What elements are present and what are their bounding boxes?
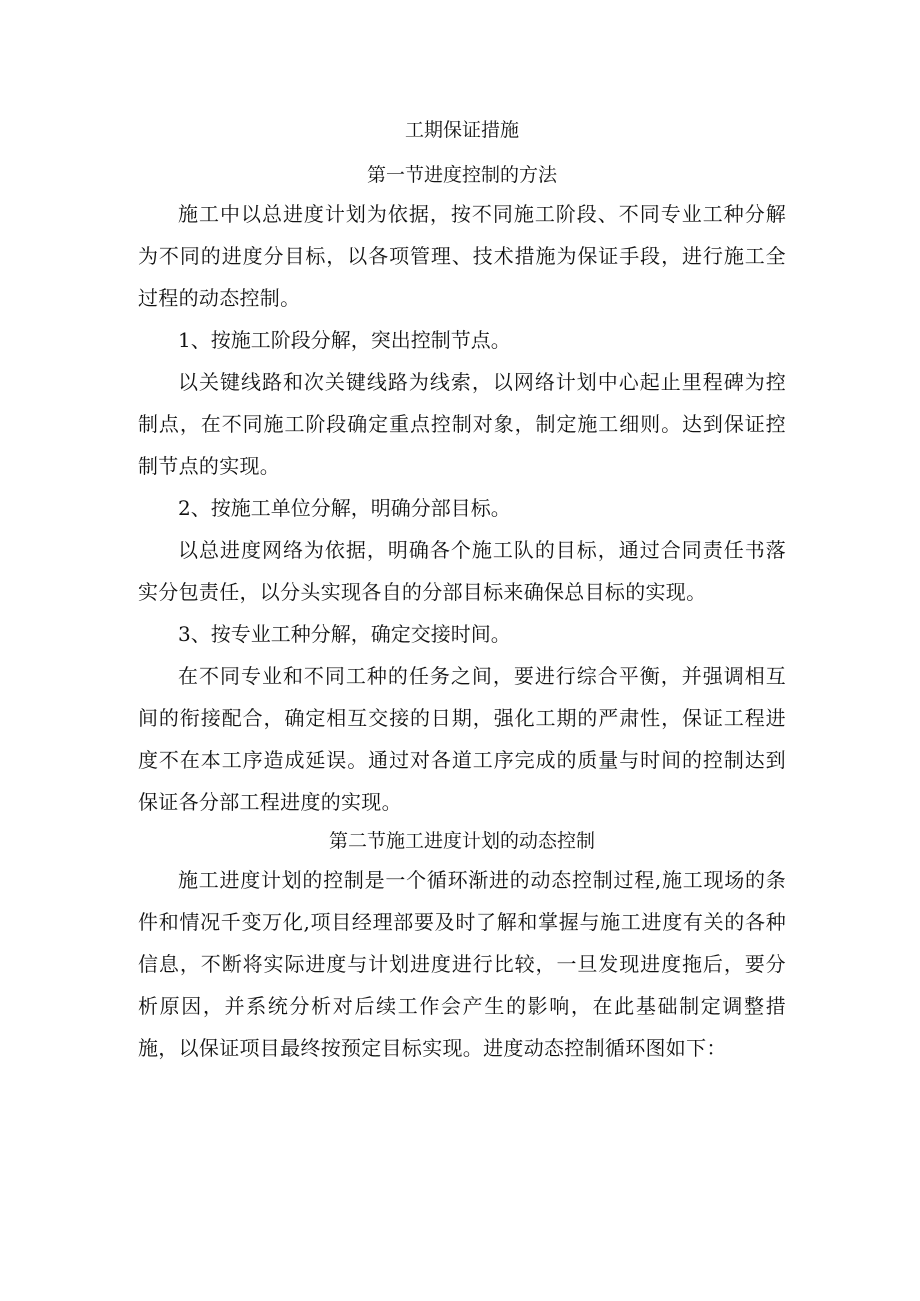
point-2-heading: 2、按施工单位分解，明确分部目标。 bbox=[178, 496, 511, 520]
section-2-heading: 第二节施工进度计划的动态控制 bbox=[328, 830, 595, 852]
point-3-heading: 3、按专业工种分解，确定交接时间。 bbox=[178, 622, 511, 646]
document-body bbox=[138, 112, 786, 1069]
point-1-body: 以关键线路和次关键线路为线索，以网络计划中心起止里程碑为控制点，在不同施工阶段确定重点控制对象，制定施工细则。达到保证控制节点的实现。 bbox=[138, 370, 786, 478]
section-1-intro: 施工中以总进度计划为依据，按不同施工阶段、不同专业工种分解为不同的进度分目标，以各项管理、技术措施为保证手段，进行施工全过程的动态控制。 bbox=[138, 202, 786, 310]
section-1-heading: 第一节进度控制的方法 bbox=[366, 164, 557, 186]
document-title: 工期保证措施 bbox=[404, 119, 519, 141]
point-1-heading: 1、按施工阶段分解，突出控制节点。 bbox=[178, 328, 511, 352]
point-3-body: 在不同专业和不同工种的任务之间，要进行综合平衡，并强调相互间的衔接配合，确定相互交接的日期，强化工期的严肃性，保证工程进度不在本工序造成延误。通过对各道工序完成的质量与时间的控制达到保证各分部工程进度的实现。 bbox=[138, 664, 786, 814]
point-2-body: 以总进度网络为依据，明确各个施工队的目标，通过合同责任书落实分包责任，以分头实现各自的分部目标来确保总目标的实现。 bbox=[138, 538, 786, 604]
section-2-body: 施工进度计划的控制是一个循环渐进的动态控制过程,施工现场的条件和情况千变万化,项目经理部要及时了解和掌握与施工进度有关的各种信息，不断将实际进度与计划进度进行比较，一旦发现进度拖后，要分析原因，并系统分析对后续工作会产生的影响，在此基础制定调整措施，以保证项目最终按预定目标实现。进度动态控制循环图如下： bbox=[138, 868, 786, 1060]
